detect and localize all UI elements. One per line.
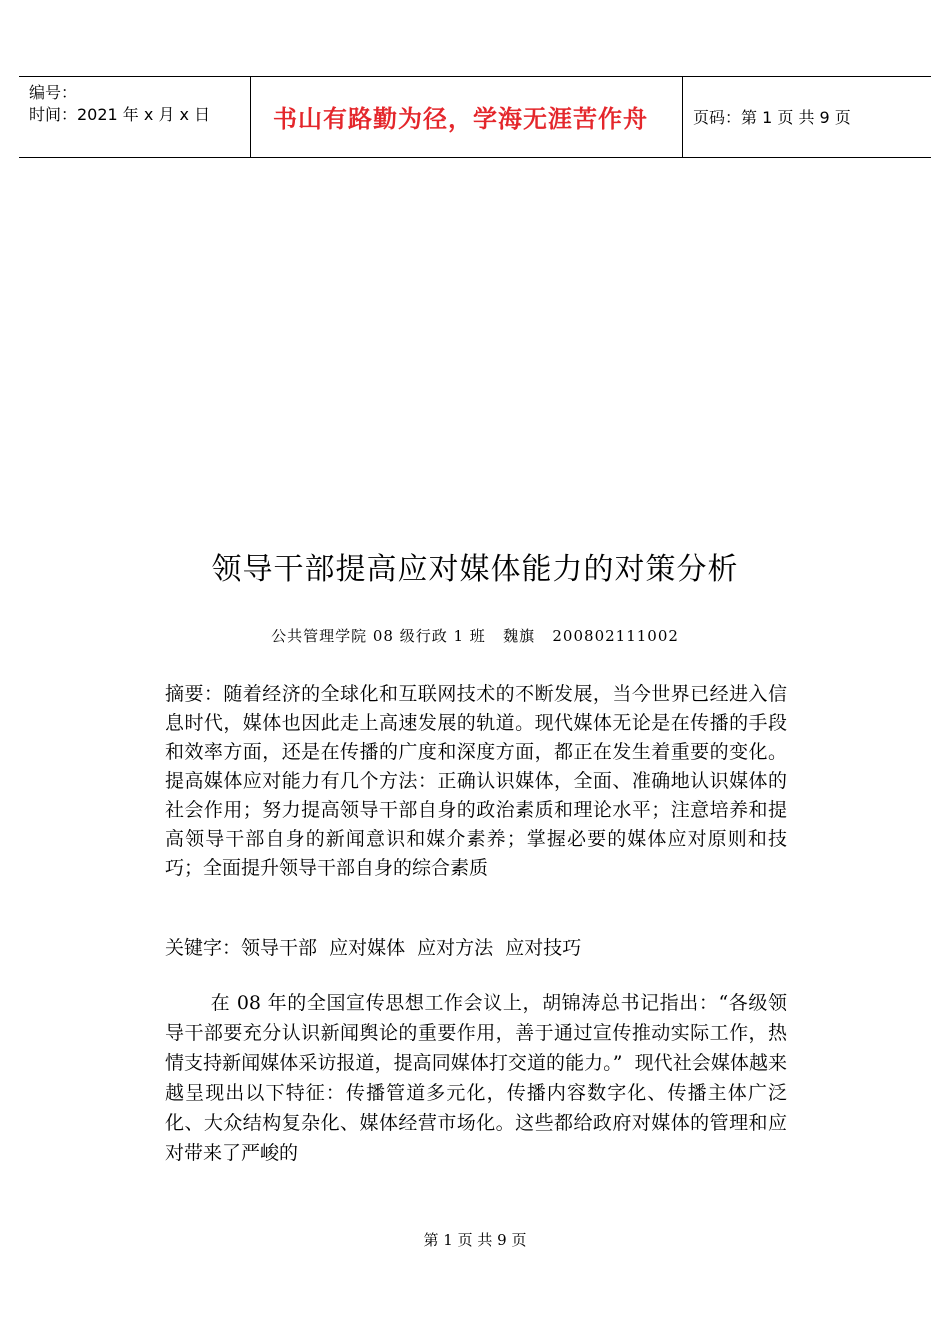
page-footer-number: 第 1 页 共 9 页 xyxy=(423,1231,527,1249)
serial-number-label: 编号： xyxy=(29,83,78,102)
author-line: 公共管理学院 08 级行政 1 班 魏旗 200802111002 xyxy=(271,627,679,645)
header-info-cell xyxy=(19,77,251,157)
date-label: 时间：2021 年 x 月 x 日 xyxy=(29,105,211,124)
header-motto-cell xyxy=(251,77,683,157)
abstract-paragraph: 摘要：随着经济的全球化和互联网技术的不断发展，当今世界已经进入信息时代，媒体也因此走上高速发展的轨道。现代媒体无论是在传播的手段和效率方面，还是在传播的广度和深度方面，都正在发生着重要的变化。提高媒体应对能力有几个方法：正确认识媒体，全面、准确地认识媒体的社会作用；努力提高领导干部自身的政治素质和理论水平；注意培养和提高领导干部自身的新闻意识和媒介素养；掌握必要的媒体应对原则和技巧；全面提升领导干部自身的综合素质 xyxy=(165,683,787,879)
keywords-line: 关键字：领导干部 应对媒体 应对方法 应对技巧 xyxy=(165,937,582,959)
document-title: 领导干部提高应对媒体能力的对策分析 xyxy=(211,552,739,587)
header-motto: 书山有路勤为径，学海无涯苦作舟 xyxy=(273,105,648,133)
header-page-cell xyxy=(683,77,931,157)
page-header xyxy=(19,76,931,158)
body-paragraph: 在 08 年的全国宣传思想工作会议上，胡锦涛总书记指出：“各级领导干部要充分认识新闻舆论的重要作用，善于通过宣传推动实际工作，热情支持新闻媒体采访报道，提高同媒体打交道的能力。” 现代社会媒体越来越呈现出以下特征：传播管道多元化，传播内容数字化、传播主体广泛化、大众结构复杂化、媒体经营市场化。这些都给政府对媒体的管理和应对带来了严峻的 xyxy=(165,992,787,1164)
header-page-info: 页码：第 1 页 共 9 页 xyxy=(693,108,851,127)
